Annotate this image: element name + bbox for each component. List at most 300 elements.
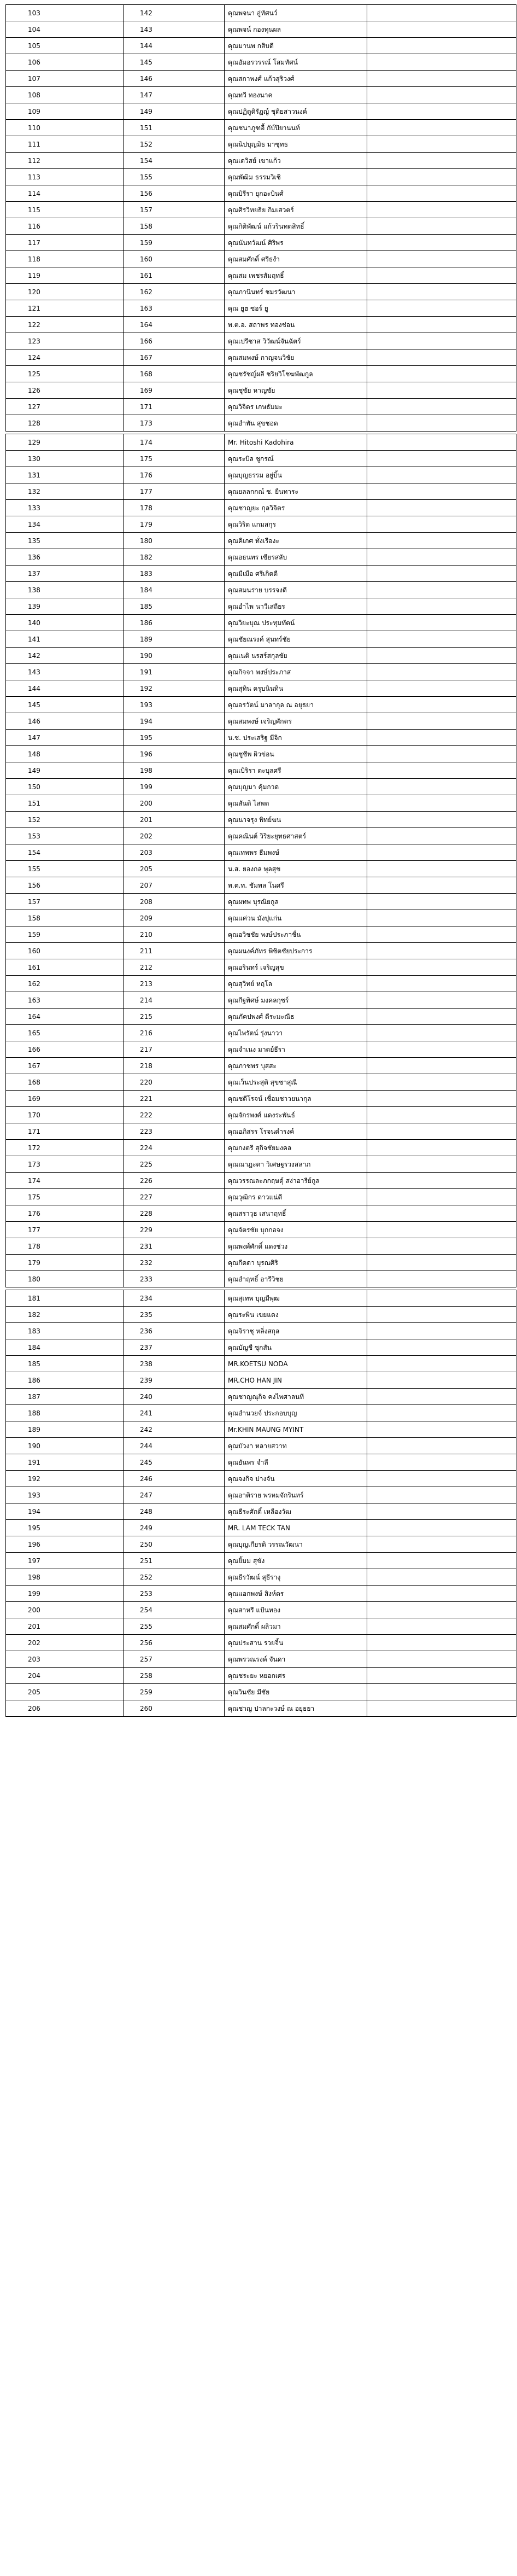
person-name: คุณชรัชญ์ผลี ชริยวิโชฆพัฒกูล xyxy=(225,366,367,382)
row-number: 164 xyxy=(6,1009,124,1025)
empty-cell xyxy=(367,349,516,366)
table-row xyxy=(6,762,516,779)
row-number: 144 xyxy=(6,680,124,697)
empty-cell xyxy=(367,153,516,169)
ticket-number: 246 xyxy=(124,1471,225,1487)
table-row xyxy=(6,1356,516,1372)
ticket-number: 151 xyxy=(124,120,225,136)
empty-cell xyxy=(367,500,516,516)
empty-cell xyxy=(367,1684,516,1700)
person-name: คุณณาฎะดา วิเศษฐรวงสลาภ xyxy=(225,1156,367,1173)
person-name: คุณวินชัย มีชัย xyxy=(225,1684,367,1700)
name-list-body xyxy=(6,5,516,1717)
empty-cell xyxy=(367,333,516,349)
person-name: คุณกงตรี สุกิจชัยมงคล xyxy=(225,1140,367,1156)
ticket-number: 252 xyxy=(124,1569,225,1586)
person-name: คุณธีระศักดิ์ เหลืองวัฒ xyxy=(225,1503,367,1520)
row-number: 109 xyxy=(6,103,124,120)
person-name: คุณชาญยะ กุลวิจิตร xyxy=(225,500,367,516)
table-row xyxy=(6,120,516,136)
ticket-number: 237 xyxy=(124,1339,225,1356)
table-row xyxy=(6,382,516,399)
row-number: 105 xyxy=(6,38,124,54)
empty-cell xyxy=(367,235,516,251)
row-number: 161 xyxy=(6,959,124,976)
ticket-number: 171 xyxy=(124,399,225,415)
row-number: 168 xyxy=(6,1074,124,1091)
ticket-number: 168 xyxy=(124,366,225,382)
person-name: คุณอำพัน สุขชอด xyxy=(225,415,367,432)
empty-cell xyxy=(367,185,516,202)
person-name: น.ส. ยองกล พุลสุข xyxy=(225,861,367,877)
empty-cell xyxy=(367,267,516,284)
empty-cell xyxy=(367,1700,516,1717)
row-number: 106 xyxy=(6,54,124,71)
row-number: 205 xyxy=(6,1684,124,1700)
table-row xyxy=(6,54,516,71)
empty-cell xyxy=(367,382,516,399)
table-row xyxy=(6,730,516,746)
table-row xyxy=(6,1307,516,1323)
person-name: คุณภาชพร บุสสะ xyxy=(225,1058,367,1074)
person-name: คุณวิจิตร เกษธัมมะ xyxy=(225,399,367,415)
person-name: คุณสุทิน ครุบนินทิน xyxy=(225,680,367,697)
table-row xyxy=(6,1553,516,1569)
ticket-number: 207 xyxy=(124,877,225,894)
table-row xyxy=(6,1602,516,1618)
row-number: 107 xyxy=(6,71,124,87)
empty-cell xyxy=(367,366,516,382)
table-row xyxy=(6,1009,516,1025)
ticket-number: 167 xyxy=(124,349,225,366)
table-row xyxy=(6,877,516,894)
ticket-number: 163 xyxy=(124,300,225,317)
table-row xyxy=(6,533,516,549)
ticket-number: 214 xyxy=(124,992,225,1009)
table-row xyxy=(6,1668,516,1684)
table-row xyxy=(6,1255,516,1271)
person-name: คุณวิยะบุณ ประทุมทัตน์ xyxy=(225,615,367,631)
person-name: คุณอธนทร เขียรสลับ xyxy=(225,549,367,566)
table-row xyxy=(6,566,516,582)
person-name: Mr.KHIN MAUNG MYINT xyxy=(225,1421,367,1438)
row-number: 177 xyxy=(6,1222,124,1238)
row-number: 131 xyxy=(6,467,124,483)
person-name: คุณระพิน เขยแดง xyxy=(225,1307,367,1323)
ticket-number: 202 xyxy=(124,828,225,844)
row-number: 139 xyxy=(6,598,124,615)
ticket-number: 235 xyxy=(124,1307,225,1323)
table-row xyxy=(6,1107,516,1123)
person-name: คุณแค่วน มังปุแก่น xyxy=(225,910,367,926)
table-row xyxy=(6,251,516,267)
table-row xyxy=(6,1405,516,1421)
table-row xyxy=(6,1389,516,1405)
empty-cell xyxy=(367,251,516,267)
ticket-number: 248 xyxy=(124,1503,225,1520)
table-row xyxy=(6,366,516,382)
table-row xyxy=(6,415,516,432)
empty-cell xyxy=(367,1503,516,1520)
empty-cell xyxy=(367,549,516,566)
table-row xyxy=(6,1372,516,1389)
ticket-number: 250 xyxy=(124,1536,225,1553)
person-name: คุณชุชัย หาญชัย xyxy=(225,382,367,399)
row-number: 203 xyxy=(6,1651,124,1668)
empty-cell xyxy=(367,1618,516,1635)
person-name: คุณนิปบุญมิธ มาซุทธ xyxy=(225,136,367,153)
empty-cell xyxy=(367,1255,516,1271)
table-row xyxy=(6,1421,516,1438)
person-name: คุณกีฐพิศษ์ มงคลกุชร์ xyxy=(225,992,367,1009)
empty-cell xyxy=(367,1586,516,1602)
row-number: 200 xyxy=(6,1602,124,1618)
table-row xyxy=(6,1290,516,1307)
ticket-number: 229 xyxy=(124,1222,225,1238)
ticket-number: 253 xyxy=(124,1586,225,1602)
person-name: คุณบุญมา คุ้มกวด xyxy=(225,779,367,795)
empty-cell xyxy=(367,1189,516,1205)
table-row xyxy=(6,582,516,598)
table-row xyxy=(6,202,516,218)
row-number: 194 xyxy=(6,1503,124,1520)
empty-cell xyxy=(367,467,516,483)
empty-cell xyxy=(367,1421,516,1438)
ticket-number: 231 xyxy=(124,1238,225,1255)
row-number: 169 xyxy=(6,1091,124,1107)
ticket-number: 245 xyxy=(124,1454,225,1471)
person-name: คุณ ยูฮ ซอร์ ยู xyxy=(225,300,367,317)
person-name: พ.ต.ท. ชัมพล โนศรี xyxy=(225,877,367,894)
ticket-number: 190 xyxy=(124,648,225,664)
empty-cell xyxy=(367,1635,516,1651)
ticket-number: 178 xyxy=(124,500,225,516)
row-number: 113 xyxy=(6,169,124,185)
table-row xyxy=(6,500,516,516)
row-number: 143 xyxy=(6,664,124,680)
ticket-number: 222 xyxy=(124,1107,225,1123)
table-row xyxy=(6,894,516,910)
person-name: คุณเบิริรา ตะบุลศรี xyxy=(225,762,367,779)
table-row xyxy=(6,976,516,992)
ticket-number: 240 xyxy=(124,1389,225,1405)
person-name: คุณชาญณุกิจ คงไพศาลนที xyxy=(225,1389,367,1405)
row-number: 112 xyxy=(6,153,124,169)
ticket-number: 174 xyxy=(124,434,225,451)
table-row xyxy=(6,467,516,483)
empty-cell xyxy=(367,415,516,432)
empty-cell xyxy=(367,1173,516,1189)
row-number: 181 xyxy=(6,1290,124,1307)
empty-cell xyxy=(367,5,516,21)
empty-cell xyxy=(367,1123,516,1140)
person-name: Mr. Hitoshi Kadohira xyxy=(225,434,367,451)
row-number: 116 xyxy=(6,218,124,235)
ticket-number: 213 xyxy=(124,976,225,992)
table-row xyxy=(6,516,516,533)
row-number: 137 xyxy=(6,566,124,582)
empty-cell xyxy=(367,103,516,120)
table-row xyxy=(6,1074,516,1091)
row-number: 138 xyxy=(6,582,124,598)
row-number: 171 xyxy=(6,1123,124,1140)
table-row xyxy=(6,5,516,21)
person-name: คุณทวี ทองนาค xyxy=(225,87,367,103)
table-row xyxy=(6,87,516,103)
row-number: 188 xyxy=(6,1405,124,1421)
ticket-number: 154 xyxy=(124,153,225,169)
row-number: 154 xyxy=(6,844,124,861)
empty-cell xyxy=(367,762,516,779)
table-row xyxy=(6,103,516,120)
ticket-number: 183 xyxy=(124,566,225,582)
empty-cell xyxy=(367,1668,516,1684)
person-name: คุณบิรีรา ยุกอะบินศ์ xyxy=(225,185,367,202)
person-name: คุณสุเทพ บุญมีพุฒ xyxy=(225,1290,367,1307)
row-number: 182 xyxy=(6,1307,124,1323)
empty-cell xyxy=(367,976,516,992)
person-name: คุณไพรัตน์ รุ่งนาวา xyxy=(225,1025,367,1041)
ticket-number: 227 xyxy=(124,1189,225,1205)
row-number: 155 xyxy=(6,861,124,877)
row-number: 127 xyxy=(6,399,124,415)
table-row xyxy=(6,451,516,467)
empty-cell xyxy=(367,1307,516,1323)
row-number: 190 xyxy=(6,1438,124,1454)
person-name: คุณยันพร จำลี xyxy=(225,1454,367,1471)
person-name: คุณกิติพัฒน์ แก้วรินทตสิทธิ์ xyxy=(225,218,367,235)
empty-cell xyxy=(367,844,516,861)
ticket-number: 254 xyxy=(124,1602,225,1618)
empty-cell xyxy=(367,1009,516,1025)
ticket-number: 184 xyxy=(124,582,225,598)
row-number: 122 xyxy=(6,317,124,333)
ticket-number: 218 xyxy=(124,1058,225,1074)
empty-cell xyxy=(367,959,516,976)
ticket-number: 239 xyxy=(124,1372,225,1389)
table-row xyxy=(6,1536,516,1553)
ticket-number: 173 xyxy=(124,415,225,432)
person-name: คุณสมพงษ์ กาญจนวิชัย xyxy=(225,349,367,366)
row-number: 204 xyxy=(6,1668,124,1684)
ticket-number: 156 xyxy=(124,185,225,202)
empty-cell xyxy=(367,1651,516,1668)
row-number: 178 xyxy=(6,1238,124,1255)
empty-cell xyxy=(367,120,516,136)
person-name: คุณอภิสรร โรจนดำรงค์ xyxy=(225,1123,367,1140)
person-name: คุณเนติ นรสร์สกุลชัย xyxy=(225,648,367,664)
row-number: 103 xyxy=(6,5,124,21)
table-row xyxy=(6,136,516,153)
ticket-number: 216 xyxy=(124,1025,225,1041)
row-number: 173 xyxy=(6,1156,124,1173)
person-name: คุณวุฒิกร ดาวแน่ดี xyxy=(225,1189,367,1205)
empty-cell xyxy=(367,1205,516,1222)
empty-cell xyxy=(367,795,516,812)
person-name: คุณอำนวยจ์ ประกอบบุญ xyxy=(225,1405,367,1421)
empty-cell xyxy=(367,284,516,300)
ticket-number: 258 xyxy=(124,1668,225,1684)
row-number: 191 xyxy=(6,1454,124,1471)
empty-cell xyxy=(367,877,516,894)
row-number: 111 xyxy=(6,136,124,153)
ticket-number: 185 xyxy=(124,598,225,615)
row-number: 166 xyxy=(6,1041,124,1058)
empty-cell xyxy=(367,1553,516,1569)
person-name: คุณศิรวิทยธิย กิมเสวตร์ xyxy=(225,202,367,218)
table-row xyxy=(6,779,516,795)
person-name: MR.CHO HAN JIN xyxy=(225,1372,367,1389)
row-number: 149 xyxy=(6,762,124,779)
ticket-number: 160 xyxy=(124,251,225,267)
row-number: 183 xyxy=(6,1323,124,1339)
empty-cell xyxy=(367,434,516,451)
ticket-number: 226 xyxy=(124,1173,225,1189)
ticket-number: 205 xyxy=(124,861,225,877)
empty-cell xyxy=(367,943,516,959)
person-name: คุณพรวณรงค์ จันดา xyxy=(225,1651,367,1668)
table-row xyxy=(6,71,516,87)
table-row xyxy=(6,1339,516,1356)
table-row xyxy=(6,218,516,235)
empty-cell xyxy=(367,1405,516,1421)
empty-cell xyxy=(367,533,516,549)
row-number: 162 xyxy=(6,976,124,992)
empty-cell xyxy=(367,1339,516,1356)
ticket-number: 233 xyxy=(124,1271,225,1287)
table-row xyxy=(6,399,516,415)
ticket-number: 208 xyxy=(124,894,225,910)
ticket-number: 260 xyxy=(124,1700,225,1717)
person-name: คุณสมพงษ์ เจริญศักดร xyxy=(225,713,367,730)
person-name: คุณสันติ ไสพต xyxy=(225,795,367,812)
table-row xyxy=(6,1471,516,1487)
person-name: คุณจิราชุ หลิ่งสกุล xyxy=(225,1323,367,1339)
ticket-number: 255 xyxy=(124,1618,225,1635)
ticket-number: 194 xyxy=(124,713,225,730)
ticket-number: 180 xyxy=(124,533,225,549)
ticket-number: 200 xyxy=(124,795,225,812)
row-number: 125 xyxy=(6,366,124,382)
ticket-number: 225 xyxy=(124,1156,225,1173)
empty-cell xyxy=(367,992,516,1009)
ticket-number: 211 xyxy=(124,943,225,959)
table-row xyxy=(6,317,516,333)
ticket-number: 182 xyxy=(124,549,225,566)
table-row xyxy=(6,1618,516,1635)
empty-cell xyxy=(367,38,516,54)
table-row xyxy=(6,1238,516,1255)
table-row xyxy=(6,1222,516,1238)
ticket-number: 195 xyxy=(124,730,225,746)
row-number: 152 xyxy=(6,812,124,828)
empty-cell xyxy=(367,54,516,71)
empty-cell xyxy=(367,71,516,87)
ticket-number: 149 xyxy=(124,103,225,120)
person-name: คุณเทพพร ธีมพงษ์ xyxy=(225,844,367,861)
table-row xyxy=(6,1635,516,1651)
empty-cell xyxy=(367,926,516,943)
ticket-number: 152 xyxy=(124,136,225,153)
person-name: คุณจัตรชัย บุกกอจง xyxy=(225,1222,367,1238)
table-row xyxy=(6,1058,516,1074)
empty-cell xyxy=(367,1471,516,1487)
empty-cell xyxy=(367,1290,516,1307)
person-name: คุณภานินทร์ ชมรวัฒนา xyxy=(225,284,367,300)
ticket-number: 192 xyxy=(124,680,225,697)
row-number: 151 xyxy=(6,795,124,812)
empty-cell xyxy=(367,451,516,467)
table-row xyxy=(6,1684,516,1700)
table-row xyxy=(6,812,516,828)
person-name: คุณบัวงา หลายสวาท xyxy=(225,1438,367,1454)
empty-cell xyxy=(367,1025,516,1041)
table-row xyxy=(6,549,516,566)
person-name: MR. LAM TECK TAN xyxy=(225,1520,367,1536)
table-row xyxy=(6,1025,516,1041)
ticket-number: 191 xyxy=(124,664,225,680)
ticket-number: 249 xyxy=(124,1520,225,1536)
person-name: คุณผทพ บุรณิยกูล xyxy=(225,894,367,910)
person-name: คุณสราวุธ เสนาฤทธิ์ xyxy=(225,1205,367,1222)
row-number: 198 xyxy=(6,1569,124,1586)
row-number: 133 xyxy=(6,500,124,516)
empty-cell xyxy=(367,136,516,153)
person-name: คุณกีดดา บุรณศิริ xyxy=(225,1255,367,1271)
ticket-number: 158 xyxy=(124,218,225,235)
table-row xyxy=(6,926,516,943)
empty-cell xyxy=(367,1156,516,1173)
row-number: 110 xyxy=(6,120,124,136)
table-row xyxy=(6,992,516,1009)
person-name: คุณพงศ์ศักดิ์ แดงช่วง xyxy=(225,1238,367,1255)
ticket-number: 169 xyxy=(124,382,225,399)
table-row xyxy=(6,434,516,451)
table-row xyxy=(6,615,516,631)
ticket-number: 161 xyxy=(124,267,225,284)
ticket-number: 176 xyxy=(124,467,225,483)
row-number: 185 xyxy=(6,1356,124,1372)
person-name: คุณยิ้มม สุขัง xyxy=(225,1553,367,1569)
ticket-number: 247 xyxy=(124,1487,225,1503)
person-name: คุณอำฤทธิ์ อารีวิชย xyxy=(225,1271,367,1287)
row-number: 114 xyxy=(6,185,124,202)
ticket-number: 201 xyxy=(124,812,225,828)
empty-cell xyxy=(367,1074,516,1091)
ticket-number: 189 xyxy=(124,631,225,648)
person-name: คุณยลลกกณ์ ซ. ยืนทาระ xyxy=(225,483,367,500)
table-row xyxy=(6,1189,516,1205)
ticket-number: 146 xyxy=(124,71,225,87)
row-number: 120 xyxy=(6,284,124,300)
empty-cell xyxy=(367,1569,516,1586)
empty-cell xyxy=(367,516,516,533)
row-number: 160 xyxy=(6,943,124,959)
empty-cell xyxy=(367,730,516,746)
row-number: 180 xyxy=(6,1271,124,1287)
row-number: 175 xyxy=(6,1189,124,1205)
table-row xyxy=(6,1438,516,1454)
ticket-number: 143 xyxy=(124,21,225,38)
ticket-number: 244 xyxy=(124,1438,225,1454)
row-number: 202 xyxy=(6,1635,124,1651)
empty-cell xyxy=(367,664,516,680)
person-name: คุณอรวัตน์ มาลากุล ณ อยุธยา xyxy=(225,697,367,713)
table-row xyxy=(6,631,516,648)
empty-cell xyxy=(367,87,516,103)
row-number: 117 xyxy=(6,235,124,251)
row-number: 135 xyxy=(6,533,124,549)
